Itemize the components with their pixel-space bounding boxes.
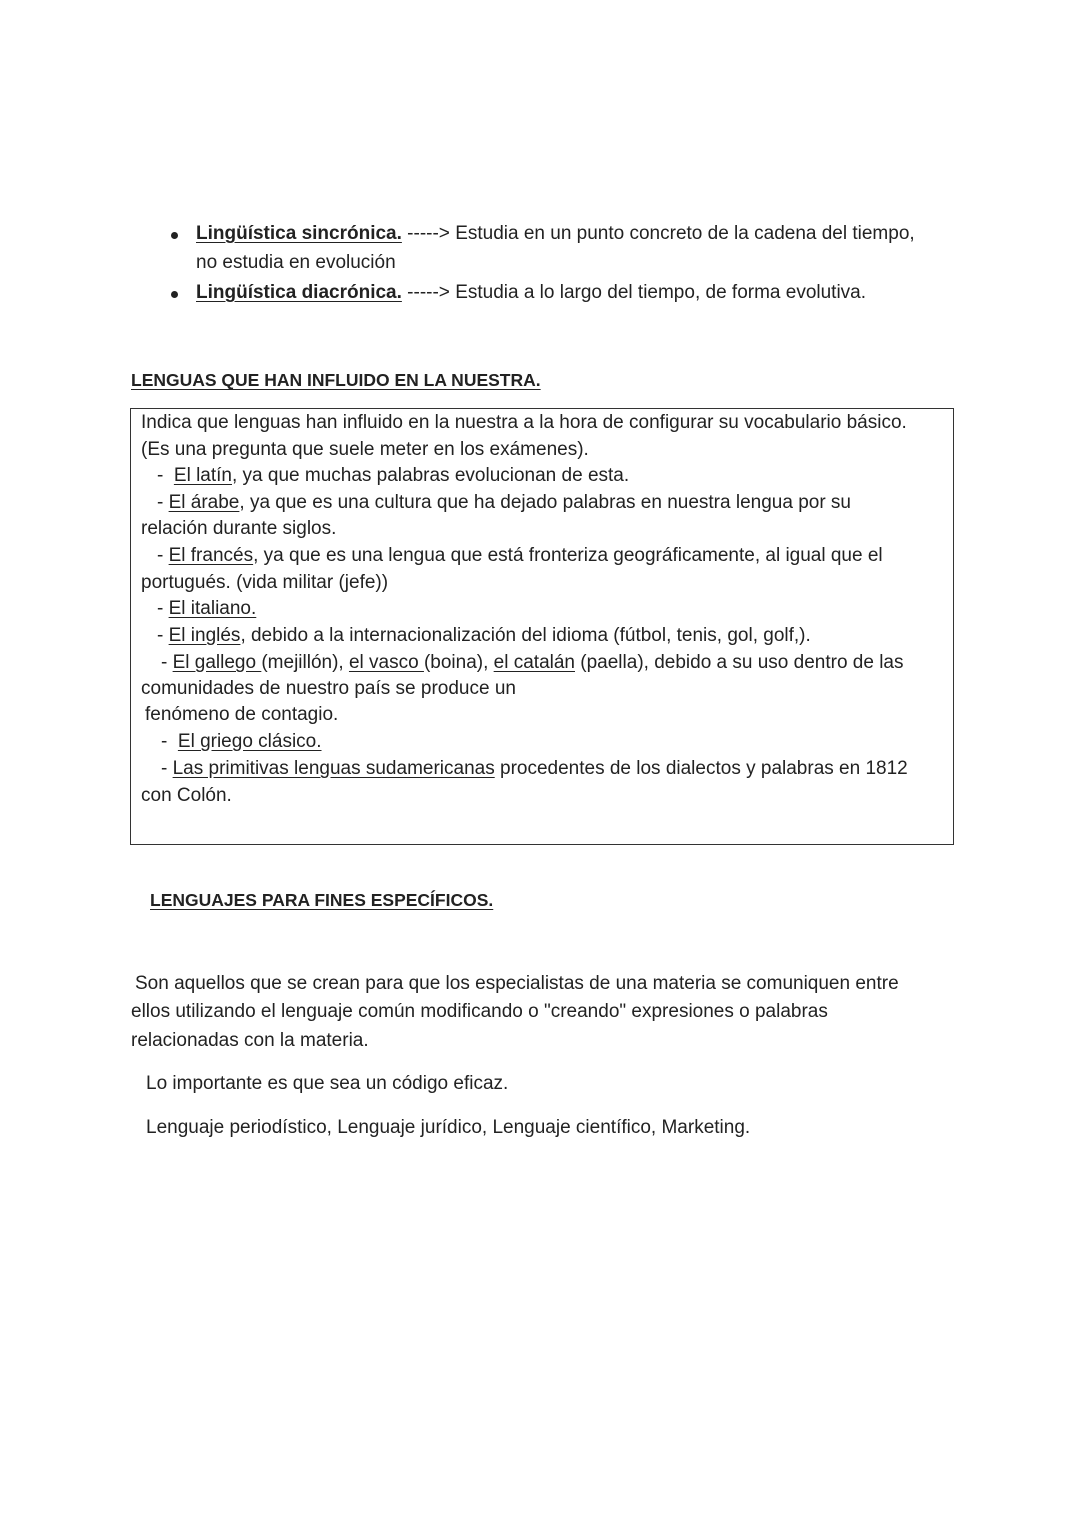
item-continuation: portugués. (vida militar (jefe)) <box>141 572 389 593</box>
section-heading: LENGUAS QUE HAN INFLUIDO EN LA NUESTRA. <box>131 370 541 390</box>
paragraph: Lenguaje periodístico, Lenguaje jurídico, Lenguaje científico, Marketing. <box>146 1117 751 1138</box>
intro-line: (Es una pregunta que suele meter en los exámenes). <box>141 439 589 460</box>
intro-line: Indica que lenguas han influido en la nuestra a la hora de configurar su vocabulario básico. <box>141 412 907 433</box>
language-item-latin: - El latín, ya que muchas palabras evolucionan de esta. <box>157 465 630 486</box>
item-continuation: fenómeno de contagio. <box>145 704 339 725</box>
language-item-arabe: - El árabe, ya que es una cultura que ha dejado palabras en nuestra lengua por su <box>157 492 851 513</box>
language-item-sudamericanas: - Las primitivas lenguas sudamericanas procedentes de los dialectos y palabras en 1812 <box>161 758 908 779</box>
item-continuation: con Colón. <box>141 785 232 806</box>
paragraph-line: ellos utilizando el lenguaje común modificando o "creando" expresiones o palabras <box>131 1001 828 1022</box>
paragraph-line: relacionadas con la materia. <box>131 1030 369 1051</box>
term-sincronica: Lingüística sincrónica. <box>196 223 402 244</box>
language-item-italiano: - El italiano. <box>157 598 257 619</box>
bullet-icon <box>171 291 178 298</box>
paragraph-line: Son aquellos que se crean para que los especialistas de una materia se comuniquen entre <box>135 973 899 994</box>
list-item <box>196 223 915 245</box>
definition-text: Estudia en un punto concreto de la cadena del tiempo, <box>455 223 915 244</box>
language-item-frances: - El francés, ya que es una lengua que está fronteriza geográficamente, al igual que el <box>157 545 883 566</box>
language-item-cooficiales: - El gallego (mejillón), el vasco (boina), el catalán (paella), debido a su uso dentro de las <box>161 652 904 673</box>
language-item-ingles: - El inglés, debido a la internacionalización del idioma (fútbol, tenis, gol, golf,). <box>157 625 811 646</box>
item-continuation: comunidades de nuestro país se produce un <box>141 678 516 699</box>
bullet-icon <box>171 232 178 239</box>
item-continuation: relación durante siglos. <box>141 518 337 539</box>
section-heading: LENGUAJES PARA FINES ESPECÍFICOS. <box>150 890 494 910</box>
definition-text: Estudia a lo largo del tiempo, de forma evolutiva. <box>455 282 867 303</box>
definition-continuation: no estudia en evolución <box>196 252 396 273</box>
arrow-text: -----> <box>401 223 456 244</box>
list-item <box>196 282 866 304</box>
arrow-text: -----> <box>401 282 456 303</box>
paragraph: Lo importante es que sea un código eficaz. <box>146 1073 509 1094</box>
term-diacronica: Lingüística diacrónica. <box>196 282 402 303</box>
language-item-griego: - El griego clásico. <box>161 731 322 752</box>
